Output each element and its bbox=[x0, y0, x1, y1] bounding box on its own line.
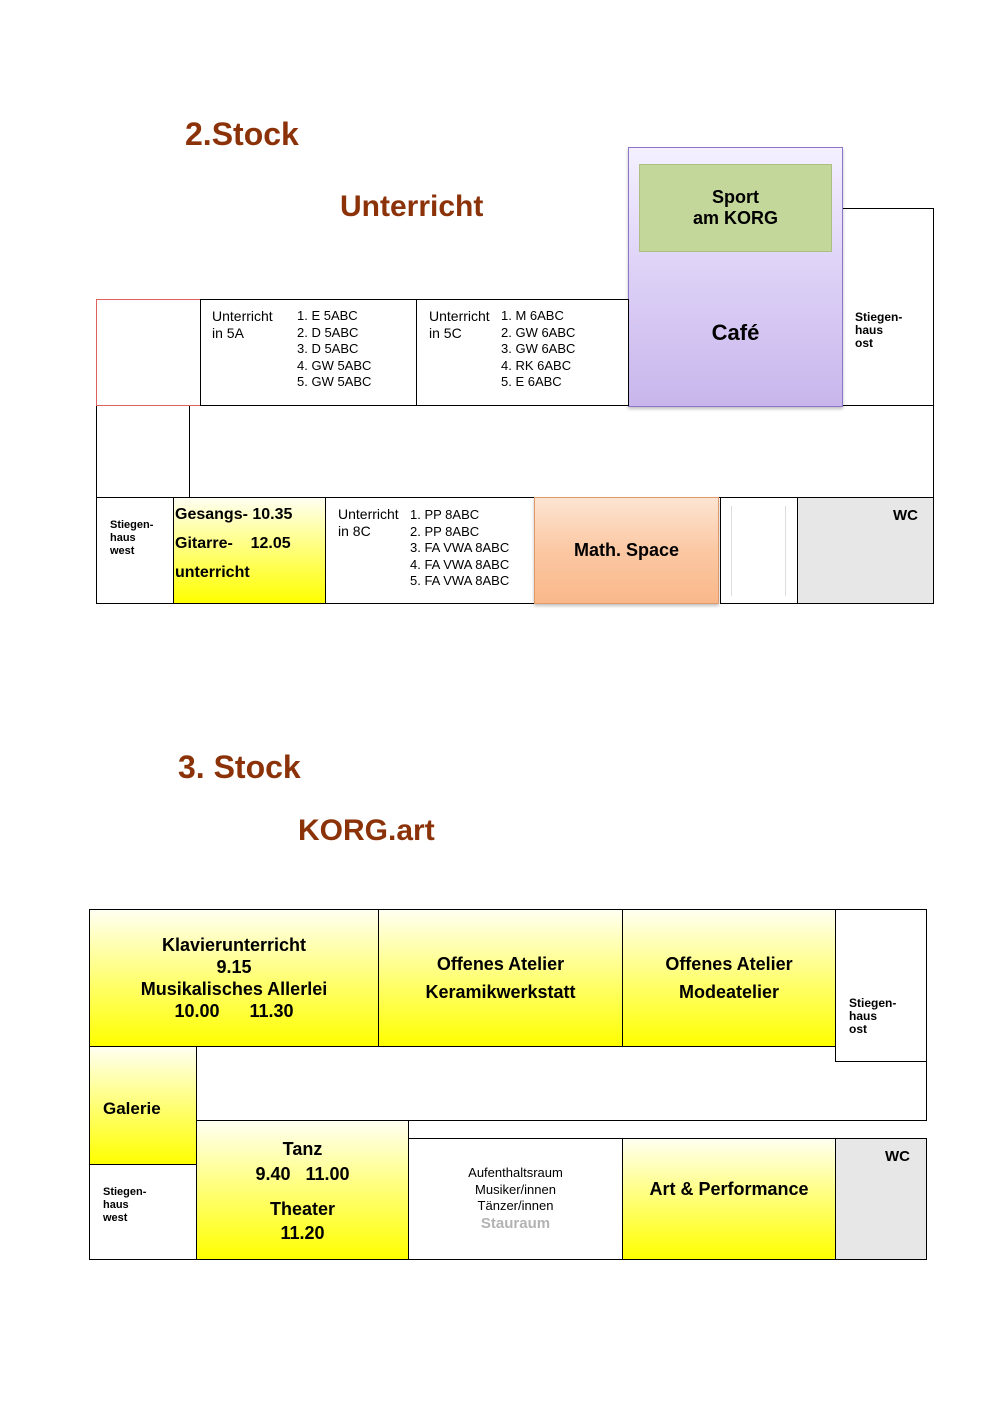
lounge-line: Aufenthaltsraum bbox=[468, 1165, 563, 1181]
piano-room bbox=[89, 909, 379, 1047]
fashion-line: Modeatelier bbox=[678, 982, 780, 1002]
math-space-label: Math. Space bbox=[573, 540, 680, 560]
schedule-item: 4. FA VWA 8ABC bbox=[410, 556, 510, 572]
piano-line: Klavierunterricht bbox=[161, 935, 307, 955]
stairs-west-line: Stiegen- bbox=[110, 519, 154, 531]
room-8c bbox=[325, 497, 536, 604]
wc-label: WC bbox=[885, 1148, 910, 1165]
stairs-east-line: ost bbox=[855, 336, 873, 350]
room-5c-title-line: Unterricht bbox=[429, 308, 490, 324]
stairs-east-line: ost bbox=[849, 1022, 867, 1036]
dance-theater-room bbox=[196, 1120, 409, 1260]
schedule-item: 3. D 5ABC bbox=[297, 341, 359, 356]
art-performance-label: Art & Performance bbox=[649, 1178, 809, 1199]
stairs-west-line: Stiegen- bbox=[103, 1186, 147, 1198]
gallery-label: Galerie bbox=[103, 1099, 161, 1118]
stairs-west-line: west bbox=[110, 545, 135, 557]
cafe-label: Café bbox=[711, 320, 760, 345]
math-space bbox=[534, 497, 719, 604]
schedule-item: 5. GW 5ABC bbox=[297, 374, 372, 389]
floor2-empty-room-2 bbox=[720, 497, 798, 604]
stairs-west-line: haus bbox=[103, 1199, 129, 1211]
sport-line: Sport bbox=[712, 187, 759, 207]
schedule-item: 2. D 5ABC bbox=[297, 324, 359, 340]
music-room bbox=[173, 497, 326, 604]
dance-line: 9.40 11.00 bbox=[255, 1164, 350, 1184]
floor2-title: 2.Stock bbox=[185, 116, 299, 152]
room-8c-title-line: Unterricht bbox=[338, 506, 399, 522]
storage-label: Stauraum bbox=[480, 1214, 551, 1232]
lounge bbox=[408, 1138, 623, 1260]
floor2-stairs-west bbox=[96, 497, 174, 604]
room-partition-line bbox=[785, 506, 786, 596]
stairs-west-line: west bbox=[103, 1212, 128, 1224]
floor2-subtitle: Unterricht bbox=[340, 190, 484, 223]
dance-line: 11.20 bbox=[280, 1223, 325, 1243]
piano-line: Musikalisches Allerlei bbox=[140, 979, 328, 999]
dance-line: Theater bbox=[269, 1199, 336, 1219]
schedule-item: 4. RK 6ABC bbox=[501, 357, 572, 373]
floor2-corridor bbox=[96, 405, 934, 498]
room-partition-line bbox=[731, 506, 732, 596]
schedule-item: 3. FA VWA 8ABC bbox=[410, 540, 510, 555]
music-line: Gesangs- 10.35 bbox=[175, 506, 293, 523]
schedule-item: 1. E 5ABC bbox=[297, 308, 358, 323]
ceramics-line: Keramikwerkstatt bbox=[425, 982, 576, 1002]
gallery bbox=[89, 1046, 197, 1165]
ceramics-atelier bbox=[378, 909, 623, 1047]
floor3-title: 3. Stock bbox=[178, 749, 301, 785]
stairs-east-line: Stiegen- bbox=[849, 996, 897, 1010]
schedule-item: 1. PP 8ABC bbox=[410, 507, 480, 522]
wc-label: WC bbox=[893, 507, 918, 524]
room-5c-title-line: in 5C bbox=[429, 325, 462, 341]
room-5c bbox=[416, 299, 629, 406]
piano-line: 9.15 bbox=[216, 957, 252, 977]
lounge-line: Tänzer/innen bbox=[477, 1198, 554, 1214]
floor3-stairs-east bbox=[835, 909, 927, 1062]
ceramics-line: Offenes Atelier bbox=[436, 954, 565, 974]
fashion-atelier bbox=[622, 909, 836, 1047]
schedule-item: 2. GW 6ABC bbox=[501, 324, 576, 340]
schedule-item: 3. GW 6ABC bbox=[501, 341, 576, 356]
room-5a-title-line: in 5A bbox=[212, 325, 244, 341]
stairs-west-line: haus bbox=[110, 532, 136, 544]
schedule-item: 4. GW 5ABC bbox=[297, 357, 372, 373]
room-5a-title-line: Unterricht bbox=[212, 308, 273, 324]
floor3-wc bbox=[835, 1138, 927, 1260]
art-performance bbox=[622, 1138, 836, 1260]
floor3-corridor bbox=[89, 1046, 927, 1121]
piano-line: 10.00 11.30 bbox=[174, 1001, 294, 1021]
room-8c-title-line: in 8C bbox=[338, 523, 371, 539]
lounge-line: Musiker/innen bbox=[475, 1181, 556, 1197]
fashion-line: Offenes Atelier bbox=[665, 954, 793, 974]
schedule-item: 2. PP 8ABC bbox=[410, 523, 480, 539]
schedule-item: 1. M 6ABC bbox=[501, 308, 564, 323]
schedule-item: 5. FA VWA 8ABC bbox=[410, 573, 510, 588]
floor2-stairs-east bbox=[841, 208, 934, 406]
stairs-east-line: Stiegen- bbox=[855, 310, 903, 324]
schedule-item: 5. E 6ABC bbox=[501, 374, 562, 389]
dance-line: Tanz bbox=[282, 1139, 323, 1159]
sport-room bbox=[639, 164, 832, 252]
music-line: Gitarre- 12.05 bbox=[175, 535, 291, 552]
floor2-wc bbox=[797, 497, 934, 604]
music-line: unterricht bbox=[175, 564, 250, 581]
floor2-corridor-small-room bbox=[96, 405, 190, 498]
sport-line: am KORG bbox=[692, 208, 779, 228]
stairs-east-line: haus bbox=[849, 1009, 878, 1023]
floor3-stairs-west bbox=[89, 1164, 197, 1260]
stairs-east-line: haus bbox=[855, 323, 884, 337]
room-5a bbox=[200, 299, 417, 406]
floor2-empty-room bbox=[96, 299, 201, 406]
floor3-subtitle: KORG.art bbox=[298, 814, 435, 847]
